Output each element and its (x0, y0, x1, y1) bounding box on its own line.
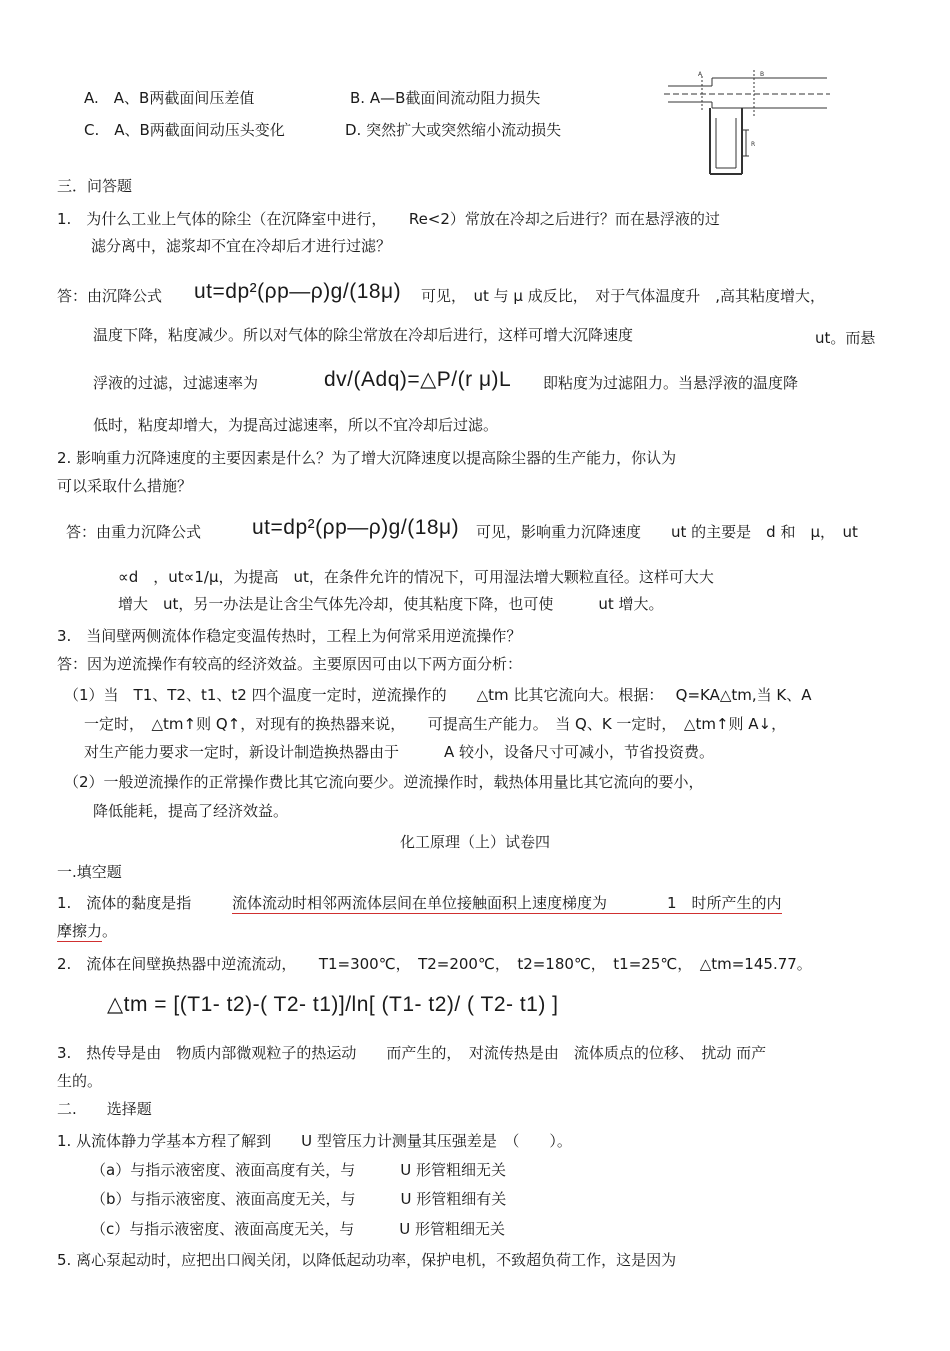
section-b-label: B (760, 71, 765, 78)
q2-line1: 2. 影响重力沉降速度的主要因素是什么？为了增大沉降速度以提高除尘器的生产能力，你认为 (57, 449, 677, 467)
fill-q1-answer-line1 (232, 893, 782, 913)
q1-line1: 1. 为什么工业上气体的除尘（在沉降室中进行， Re<2）常放在冷却之后进行？而在悬浮液的过 (57, 210, 720, 228)
a1-line2: 温度下降，粘度减少。所以对气体的除尘常放在冷却后进行，这样可增大沉降速度 (93, 326, 634, 344)
pipe-manometer-diagram (662, 68, 832, 180)
a1-line3: 浮液的过滤，过滤速率为 (93, 374, 259, 392)
fill-title: 一.填空题 (57, 863, 122, 881)
a3-line1: 答：因为逆流操作有较高的经济效益。主要原因可由以下两方面分析： (57, 655, 523, 673)
a2-prefix: 答：由重力沉降公式 (66, 523, 202, 541)
section3-title: 三．问答题 (57, 177, 133, 195)
a2-formula: ut=dp²(ρp—ρ)g/(18μ) (252, 516, 460, 539)
a3-p1-line1: （1）当 T1、T2、t1、t2 四个温度一定时，逆流操作的 △tm 比其它流向大。根据： Q=KA△tm,当 K、A (64, 686, 812, 704)
fill-q1-prefix: 1. 流体的黏度是指 (57, 894, 192, 912)
option-d: D. 突然扩大或突然缩小流动损失 (345, 121, 562, 139)
choice-q5: 5. 离心泵起动时，应把出口阀关闭，以降低起动功率，保护电机，不致超负荷工作，这是因为 (57, 1251, 677, 1269)
a3-p2-line2: 降低能耗，提高了经济效益。 (93, 802, 289, 820)
choice-title: 二. 选择题 (57, 1100, 152, 1118)
a1-line4: 低时，粘度却增大，为提高过滤速率，所以不宜冷却后过滤。 (93, 416, 499, 434)
option-a: A. A、B两截面间压差值 (84, 89, 255, 107)
a1-formula: ut=dp²(ρp—ρ)g/(18μ) (194, 280, 402, 303)
q1-line2: 滤分离中，滤浆却不宜在冷却后才进行过滤？ (91, 237, 392, 255)
a1-formula2: dv/(Adq)=△P/(r μ)L (324, 368, 512, 391)
a3-p1-line2: 一定时， △tm↑则 Q↑，对现有的换热器来说， 可提高生产能力。 当 Q、K 一定时， △tm↑则 A↓， (84, 715, 787, 733)
q2-line2: 可以采取什么措施？ (57, 477, 193, 495)
a1-line2-tail: ut。而悬 (815, 329, 876, 347)
fill-q2-formula: △tm = [(T1- t2)-( T2- t1)]/ln[ (T1- t2)/ ( T2- t1) ] (107, 993, 559, 1016)
a3-p1-line3: 对生产能力要求一定时，新设计制造换热器由于 A 较小，设备尺寸可减小，节省投资费。 (84, 743, 715, 761)
a1-line3-tail: 即粘度为过滤阻力。当悬浮液的温度降 (543, 374, 799, 392)
height-r-label: R (751, 141, 756, 148)
fill-q3-line1: 3. 热传导是由 物质内部微观粒子的热运动 而产生的， 对流传热是由 流体质点的位移、 扰动 而产 (57, 1044, 767, 1062)
a2-tail: 可见，影响重力沉降速度 ut 的主要是 d 和 μ， ut (476, 523, 858, 541)
fill-q1-answer-line2 (57, 921, 117, 941)
fill-q1-suffix: 。 (102, 922, 118, 940)
fill-q3-line2: 生的。 (57, 1072, 103, 1090)
a2-line3: 增大 ut，另一办法是让含尘气体先冷却，使其粘度下降，也可使 ut 增大。 (118, 595, 664, 613)
fill-q1-answer-a: 流体流动时相邻两流体层间在单位接触面积上速度梯度为 1 时所产生的内 (232, 894, 782, 912)
choice-q1: 1. 从流体静力学基本方程了解到 U 型管压力计测量其压强差是 （ ）。 (57, 1132, 572, 1150)
choice-q1-option-c: （c）与指示液密度、液面高度无关，与 U 形管粗细无关 (91, 1220, 505, 1238)
choice-q1-option-b: （b）与指示液密度、液面高度无关，与 U 形管粗细有关 (91, 1190, 507, 1208)
exam-title: 化工原理（上）试卷四 (399, 833, 550, 851)
fill-q1-answer-b: 摩擦力 (57, 922, 103, 940)
choice-q1-option-a: （a）与指示液密度、液面高度有关，与 U 形管粗细无关 (91, 1161, 506, 1179)
a2-line2: ∝d ，ut∝1/μ，为提高 ut，在条件允许的情况下，可用湿法增大颗粒直径。这样可大大 (118, 568, 714, 586)
a1-prefix: 答：由沉降公式 (57, 287, 163, 305)
section-a-label: A (698, 71, 703, 78)
fill-q2-line1: 2. 流体在间壁换热器中逆流流动， T1=300℃， T2=200℃， t2=180℃， t1=25℃， △tm=145.77。 (57, 955, 812, 973)
a1-tail: 可见， ut 与 μ 成反比， 对于气体温度升 ,高其粘度增大， (421, 287, 826, 305)
option-b: B. A—B截面间流动阻力损失 (350, 89, 541, 107)
q3-line1: 3. 当间壁两侧流体作稳定变温传热时，工程上为何常采用逆流操作？ (57, 627, 522, 645)
a3-p2-line1: （2）一般逆流操作的正常操作费比其它流向要少。逆流操作时，载热体用量比其它流向的要小， (64, 773, 704, 791)
option-c: C. A、B两截面间动压头变化 (84, 121, 285, 139)
